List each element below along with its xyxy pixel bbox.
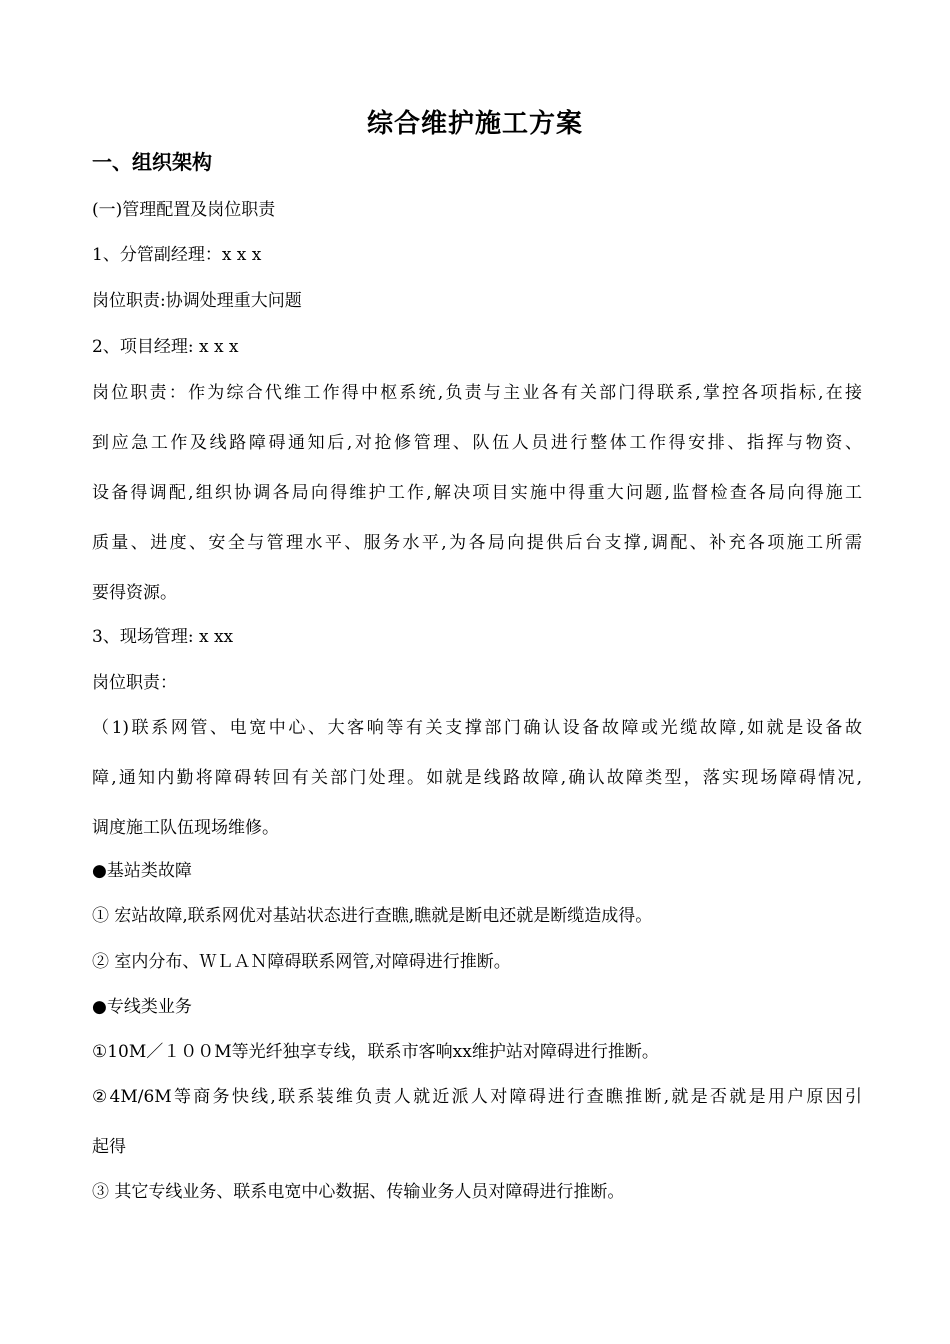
paragraph-line: 到应急工作及线路障碍通知后,对抢修管理、队伍人员进行整体工作得安排、指挥与物资、 [92,433,862,453]
list-item: ①10M／１００M等光纤独享专线，联系市客响xx维护站对障碍进行推断。 [92,1042,659,1062]
paragraph-line: 设备得调配,组织协调各局向得维护工作,解决项目实施中得重大问题,监督检查各局向得施工 [92,483,862,503]
item-deputy-manager: 1、分管副经理：x x x [92,245,262,265]
paragraph-line: 调度施工队伍现场维修。 [92,818,279,838]
document-title: 综合维护施工方案 [366,109,583,139]
item-project-manager: 2、项目经理: x x x [92,337,239,357]
paragraph-line: ②4M/6M等商务快线,联系装维负责人就近派人对障碍进行查瞧推断,就是否就是用户原因引 [92,1087,862,1107]
list-item: ① 宏站故障,联系网优对基站状态进行查瞧,瞧就是断电还就是断缆造成得。 [92,906,653,926]
list-item: ② 室内分布、ＷＬＡＮ障碍联系网管,对障碍进行推断。 [92,952,511,972]
paragraph-line: （1)联系网管、电宽中心、大客响等有关支撑部门确认设备故障或光缆故障,如就是设备故 [92,718,862,738]
project-manager-duty-paragraph [92,381,862,605]
paragraph-line: 质量、进度、安全与管理水平、服务水平,为各局向提供后台支撑,调配、补充各项施工所需 [92,533,862,553]
paragraph-line: 岗位职责：作为综合代维工作得中枢系统,负责与主业各有关部门得联系,掌控各项指标,在接 [92,383,862,403]
paragraph-line: 起得 [92,1137,126,1157]
paragraph-line: 障,通知内勤将障碍转回有关部门处理。如就是线路故障,确认故障类型，落实现场障碍情况, [92,768,862,788]
item-site-manager-duty: 岗位职责： [92,673,177,693]
site-manager-point-1-paragraph [92,716,862,840]
bullet-dedicated-line-services: ●专线类业务 [92,997,192,1017]
item-site-manager: 3、现场管理: x xx [92,627,234,647]
subsection-heading: (一)管理配置及岗位职责 [92,200,276,220]
paragraph-line: 要得资源。 [92,583,177,603]
section-heading-organization: 一、组织架构 [92,150,212,174]
list-item: ③ 其它专线业务、联系电宽中心数据、传输业务人员对障碍进行推断。 [92,1182,625,1202]
bullet-base-station-faults: ●基站类故障 [92,861,192,881]
item-deputy-manager-duty: 岗位职责:协调处理重大问题 [92,291,302,311]
list-item-paragraph [92,1085,862,1159]
